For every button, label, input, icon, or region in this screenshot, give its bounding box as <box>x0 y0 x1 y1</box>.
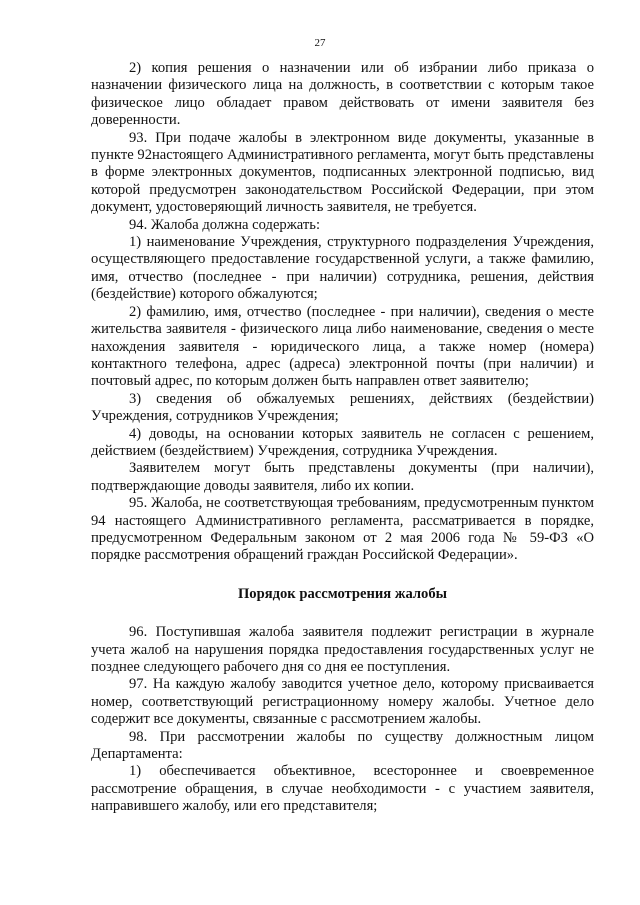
paragraph-94: 94. Жалоба должна содержать: <box>129 216 320 233</box>
paragraph-94-item-2: 2) фамилию, имя, отчество (последнее - при наличии), сведения о месте жительства заявителя - физического лица либо наименование, сведения о месте нахождения заявителя - юридического лица, а также номер (номера) контактного телефона, адрес (адреса) электронной почты (при наличии) и почтовый адрес, по которым должен быть направлен ответ заявителю; <box>91 303 594 390</box>
paragraph-98-item-1: 1) обеспечивается объективное, всестороннее и своевременное рассмотрение обращения, в случае необходимости - с участием заявителя, направившего жалобу, или его представителя; <box>91 763 594 815</box>
paragraph-98: 98. При рассмотрении жалобы по существу должностным лицом Департамента: <box>91 728 594 763</box>
paragraph-94-item-3: 3) сведения об обжалуемых решениях, действиях (бездействии) Учреждения, сотрудников Учреждения; <box>91 390 594 425</box>
paragraph-97: 97. На каждую жалобу заводится учетное дело, которому присваивается номер, соответствующий регистрационному номеру жалобы. Учетное дело содержит все документы, связанные с рассмотрением жалобы. <box>91 676 594 728</box>
page-number: 27 <box>314 37 326 49</box>
paragraph-92-item-2: 2) копия решения о назначении или об избрании либо приказа о назначении физического лица на должность, в соответствии с которым такое физическое лицо обладает правом действовать от имени заявителя без доверенности. <box>91 60 594 129</box>
paragraph-95: 95. Жалоба, не соответствующая требованиям, предусмотренным пунктом 94 настоящего Административного регламента, рассматривается в порядке, предусмотренном Федеральным законом от 2 мая 2006 года № 59-ФЗ «О порядке рассмотрения обращений граждан Российской Федерации». <box>91 495 594 564</box>
paragraph-94-item-1: 1) наименование Учреждения, структурного подразделения Учреждения, осуществляющего предоставление государственной услуги, а также фамилию, имя, отчество (последнее - при наличии) сотрудника, решения, действия (бездействие) которого обжалуются; <box>91 234 594 303</box>
paragraph-96: 96. Поступившая жалоба заявителя подлежит регистрации в журнале учета жалоб на нарушения порядка предоставления государственных услуг не позднее следующего рабочего дня со дня ее поступления. <box>91 624 594 675</box>
paragraph-93: 93. При подаче жалобы в электронном виде документы, указанные в пункте 92настоящего Административного регламента, могут быть представлены в форме электронных документов, подписанных электронной подписью, вид которой предусмотрен законодательством Российской Федерации, при этом документ, удостоверяющий личность заявителя, не требуется. <box>91 129 594 216</box>
section-heading: Порядок рассмотрения жалобы <box>237 585 448 602</box>
paragraph-94-supporting-documents: Заявителем могут быть представлены документы (при наличии), подтверждающие доводы заявителя, либо их копии. <box>91 460 594 494</box>
document-body <box>91 60 594 816</box>
paragraph-94-item-4: 4) доводы, на основании которых заявитель не согласен с решением, действием (бездействием) Учреждения, сотрудника Учреждения. <box>91 425 594 459</box>
